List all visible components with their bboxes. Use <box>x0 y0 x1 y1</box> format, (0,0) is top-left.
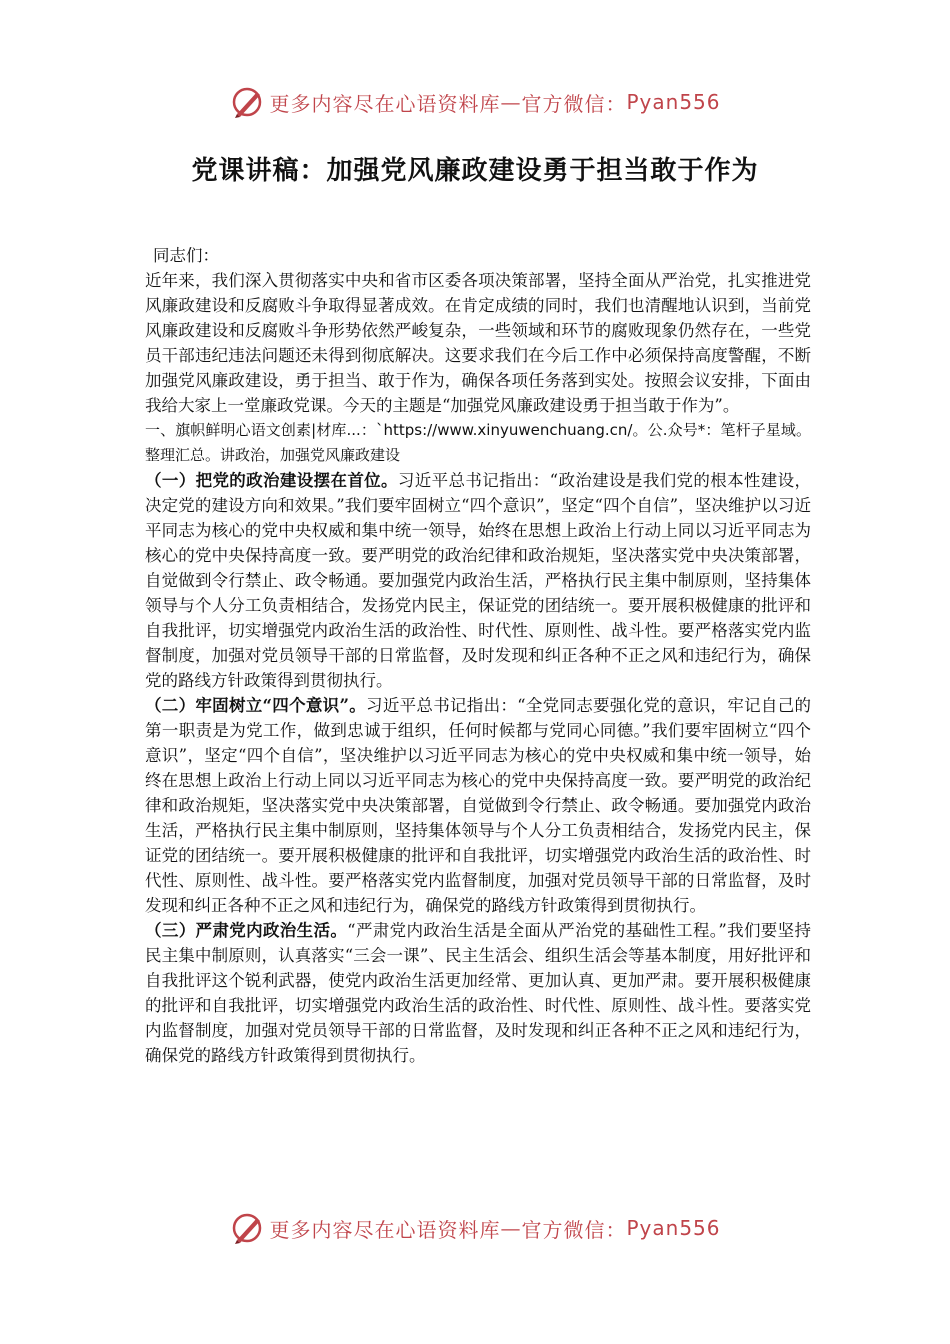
banner-brand: 更多内容尽在心语资料库 <box>269 1217 501 1242</box>
paragraph-3-text: “严肃党内政治生活是全面从严治党的基础性工程。”我们要坚持民主集中制原则，认真落实“三会一课”、民主生活会、组织生活会等基本制度，用好批评和自我批评这个锐利武器，使党内政治生活更加经常、更加认真、更加严肃。要开展积极健康的批评和自我批评，切实增强党内政治生活的政治性、时代性、原则性、战斗性。要落实党内监督制度，加强对党员领导干部的日常监督，及时发现和纠正各种不正之风和违纪行为，确保党的路线方针政策得到贯彻执行。 <box>145 921 812 1065</box>
banner-dash: — <box>500 1216 522 1240</box>
footer-watermark-banner <box>0 1208 950 1248</box>
banner-id: Pyan556 <box>626 1216 721 1240</box>
document-title: 党课讲稿：加强党风廉政建设勇于担当敢于作为 <box>191 156 759 186</box>
pen-logo-icon <box>229 84 265 120</box>
pen-logo-icon <box>229 1210 265 1246</box>
greeting: 同志们： <box>153 246 219 265</box>
subheading-1: （一）把党的政治建设摆在首位。 <box>145 471 398 490</box>
header-watermark-banner <box>0 82 950 122</box>
banner-brand: 更多内容尽在心语资料库 <box>269 91 501 116</box>
banner-official: 官方微信： <box>521 91 627 116</box>
paragraph-1 <box>145 468 811 693</box>
banner-id: Pyan556 <box>626 90 721 114</box>
banner-dash: — <box>500 90 522 114</box>
banner-official: 官方微信： <box>521 1217 627 1242</box>
paragraph-3 <box>145 918 811 1068</box>
paragraph-2-text: 习近平总书记指出：“全党同志要强化党的意识，牢记自己的第一职责是为党工作，做到忠诚于组织，任何时候都与党同心同德。”我们要牢固树立“四个意识”，坚定“四个自信”，坚决维护以习近平同志为核心的党中央权威和集中统一领导，始终在思想上政治上行动上同以习近平同志为核心的党中央保持高度一致。要严明党的政治纪律和政治规矩，坚决落实党中央决策部署，自觉做到令行禁止、政令畅通。要加强党内政治生活，严格执行民主集中制原则，坚持集体领导与个人分工负责相结合，发扬党内民主，保证党的团结统一。要开展积极健康的批评和自我批评，切实增强党内政治生活的政治性、时代性、原则性、战斗性。要严格落实党内监督制度，加强对党员领导干部的日常监督，及时发现和纠正各种不正之风和违纪行为，确保党的路线方针政策得到贯彻执行。 <box>145 696 812 915</box>
intro-paragraph: 近年来，我们深入贯彻落实中央和省市区委各项决策部署，坚持全面从严治党，扎实推进党风廉政建设和反腐败斗争取得显著成效。在肯定成绩的同时，我们也清醒地认识到，当前党风廉政建设和反腐败斗争形势依然严峻复杂，一些领域和环节的腐败现象仍然存在，一些党员干部违纪违法问题还未得到彻底解决。这要求我们在今后工作中必须保持高度警醒，不断加强党风廉政建设，勇于担当、敢于作为，确保各项任务落到实处。按照会议安排，下面由我给大家上一堂廉政党课。今天的主题是“加强党风廉政建设勇于担当敢于作为”。 <box>145 271 811 415</box>
paragraph-1-text: 习近平总书记指出：“政治建设是我们党的根本性建设，决定党的建设方向和效果。”我们要牢固树立“四个意识”，坚定“四个自信”，坚决维护以习近平同志为核心的党中央权威和集中统一领导，始终在思想上政治上行动上同以习近平同志为核心的党中央保持高度一致。要严明党的政治纪律和政治规矩，坚决落实党中央决策部署，自觉做到令行禁止、政令畅通。要加强党内政治生活，严格执行民主集中制原则，坚持集体领导与个人分工负责相结合，发扬党内民主，保证党的团结统一。要开展积极健康的批评和自我批评，切实增强党内政治生活的政治性、时代性、原则性、战斗性。要严格落实党内监督制度，加强对党员领导干部的日常监督，及时发现和纠正各种不正之风和违纪行为，确保党的路线方针政策得到贯彻执行。 <box>145 471 812 690</box>
subheading-2: （二）牢固树立“四个意识”。 <box>145 696 367 715</box>
paragraph-2 <box>145 693 811 918</box>
subheading-3: （三）严肃党内政治生活。 <box>145 921 348 940</box>
section-heading-1: 一、旗帜鲜明心语文创素|材库...：`https://www.xinyuwenchuang.cn/。公.众号*：笔杆子星域。整理汇总。讲政治，加强党风廉政建设 <box>145 421 811 464</box>
document-body <box>145 243 811 1068</box>
